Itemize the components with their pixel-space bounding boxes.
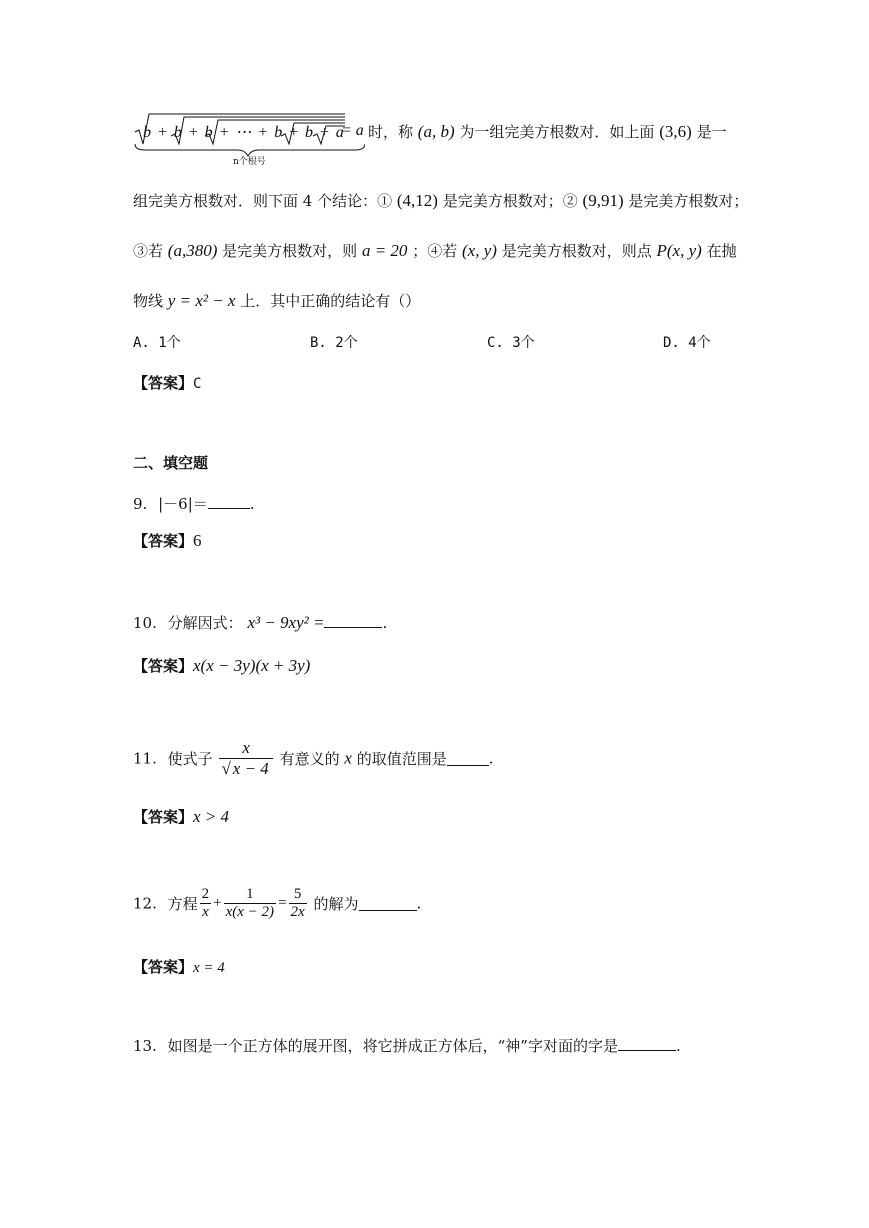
q12: [133, 886, 421, 921]
pair-ab: (a, b): [417, 122, 455, 141]
q11-text-c: 的取值范围是: [356, 750, 447, 768]
q8-line2: [133, 190, 748, 211]
line3-text-a: ③若: [133, 242, 164, 260]
answer-value: C: [193, 376, 202, 392]
fraction-denominator: 2x: [290, 904, 305, 920]
answer-value: x(x − 3y)(x + 3y): [193, 656, 311, 675]
sqrt-radicand: x − 4: [232, 759, 269, 778]
fraction-numerator: 1: [246, 886, 254, 902]
brace-label: n个根号: [233, 157, 266, 167]
q13-text: 如图是一个正方体的展开图，将它拼成正方体后，“神”字对面的字是: [167, 1037, 618, 1055]
line3-text-d: 是完美方根数对，则点: [501, 242, 652, 260]
q12-blank: [359, 896, 417, 911]
point-p: P(x, y): [656, 241, 702, 260]
answer-label: 【答案】: [133, 657, 194, 675]
q8-option-c: C. 3个: [487, 335, 535, 351]
q12-fraction-2: [224, 886, 276, 921]
q8-option-d: D. 4个: [663, 335, 711, 351]
pair-36: (3,6): [659, 122, 692, 141]
fraction-denominator: √ x − 4: [219, 758, 272, 779]
fraction-denominator: x(x − 2): [225, 904, 275, 920]
q11-end: .: [488, 749, 494, 768]
plus-sign: +: [213, 895, 222, 911]
q10-end: .: [382, 614, 388, 632]
line4-text-b: 上．其中正确的结论有（）: [240, 292, 421, 310]
q11-blank: [447, 751, 489, 766]
section-title: 二、填空题: [133, 454, 209, 472]
line2-text-b: 是完美方根数对；②: [442, 192, 578, 210]
q10-number: 10.: [133, 614, 157, 632]
q8-option-a: A. 1个: [133, 335, 181, 351]
q8-answer: [133, 372, 201, 393]
q9-blank: [208, 494, 250, 509]
q12-text-a: 方程: [167, 895, 198, 913]
q12-answer: [133, 956, 225, 977]
fraction-numerator: x: [242, 738, 250, 757]
q9-answer: [133, 530, 202, 551]
q12-fraction-3: [289, 886, 307, 921]
q10-expr: x³ − 9xy² =: [247, 613, 325, 632]
fraction-denominator: x: [200, 903, 212, 921]
q13: [133, 1035, 681, 1056]
q8-line4: [133, 290, 420, 311]
answer-value: 6: [193, 531, 202, 550]
q11: [133, 738, 494, 779]
q13-end: .: [675, 1037, 681, 1055]
line2-text-a: 组完美方根数对．则下面 4 个结论：①: [133, 192, 393, 210]
pair-412: (4,12): [396, 191, 438, 210]
q12-end: .: [416, 894, 422, 913]
q12-text-b: 的解为: [313, 895, 359, 913]
q12-fraction-1: [200, 886, 212, 921]
fraction-numerator: 5: [293, 886, 302, 902]
q9-end: .: [249, 495, 255, 513]
line3-text-c: ；④若: [412, 242, 458, 260]
q10-answer: [133, 655, 310, 676]
q10: [133, 612, 387, 633]
q8-option-b: B. 2个: [310, 335, 358, 351]
q9-number: 9.: [133, 495, 148, 513]
equals-sign: =: [278, 895, 287, 911]
answer-label: 【答案】: [133, 374, 194, 392]
q8-nested-root: [133, 110, 365, 170]
a-equals-20: a = 20: [361, 241, 408, 260]
q13-number: 13.: [133, 1037, 157, 1055]
line1-text-b: 为一组完美方根数对．如上面: [459, 123, 655, 141]
line4-text-a: 物线: [133, 292, 164, 310]
q9: [133, 493, 255, 514]
pair-xy: (x, y): [462, 241, 497, 260]
answer-value: x > 4: [193, 807, 230, 826]
q11-fraction: [219, 738, 272, 779]
root-rhs: = a: [341, 122, 364, 139]
q11-text-a: 使式子: [167, 750, 213, 768]
q12-number: 12.: [133, 894, 157, 913]
q9-expr: |－6|＝: [158, 495, 208, 513]
answer-label: 【答案】: [133, 532, 194, 550]
q11-answer: [133, 806, 229, 827]
q11-number: 11.: [133, 749, 157, 768]
q11-text-b: 有意义的: [279, 750, 340, 768]
line1-text-a: 时，称: [368, 123, 414, 141]
line2-text-c: 是完美方根数对；: [628, 192, 749, 210]
q10-blank: [324, 613, 382, 628]
line1-text-c: 是一: [696, 123, 727, 141]
q8-line3: [133, 240, 737, 261]
fraction-numerator: 2: [201, 886, 210, 902]
pair-a380: (a,380): [167, 241, 218, 260]
q10-text: 分解因式：: [167, 614, 243, 632]
root-expression: b + b + b + ⋯ + b + b + a: [143, 124, 345, 141]
parabola: y = x² − x: [167, 291, 236, 310]
answer-label: 【答案】: [133, 808, 194, 826]
line3-text-b: 是完美方根数对，则: [222, 242, 358, 260]
q8-line1: [368, 121, 727, 142]
pair-991: (9,91): [582, 191, 624, 210]
answer-value: x = 4: [193, 960, 225, 976]
line3-text-e: 在抛: [706, 242, 737, 260]
answer-label: 【答案】: [133, 958, 194, 976]
q13-blank: [618, 1036, 676, 1051]
q11-var: x: [344, 748, 352, 768]
